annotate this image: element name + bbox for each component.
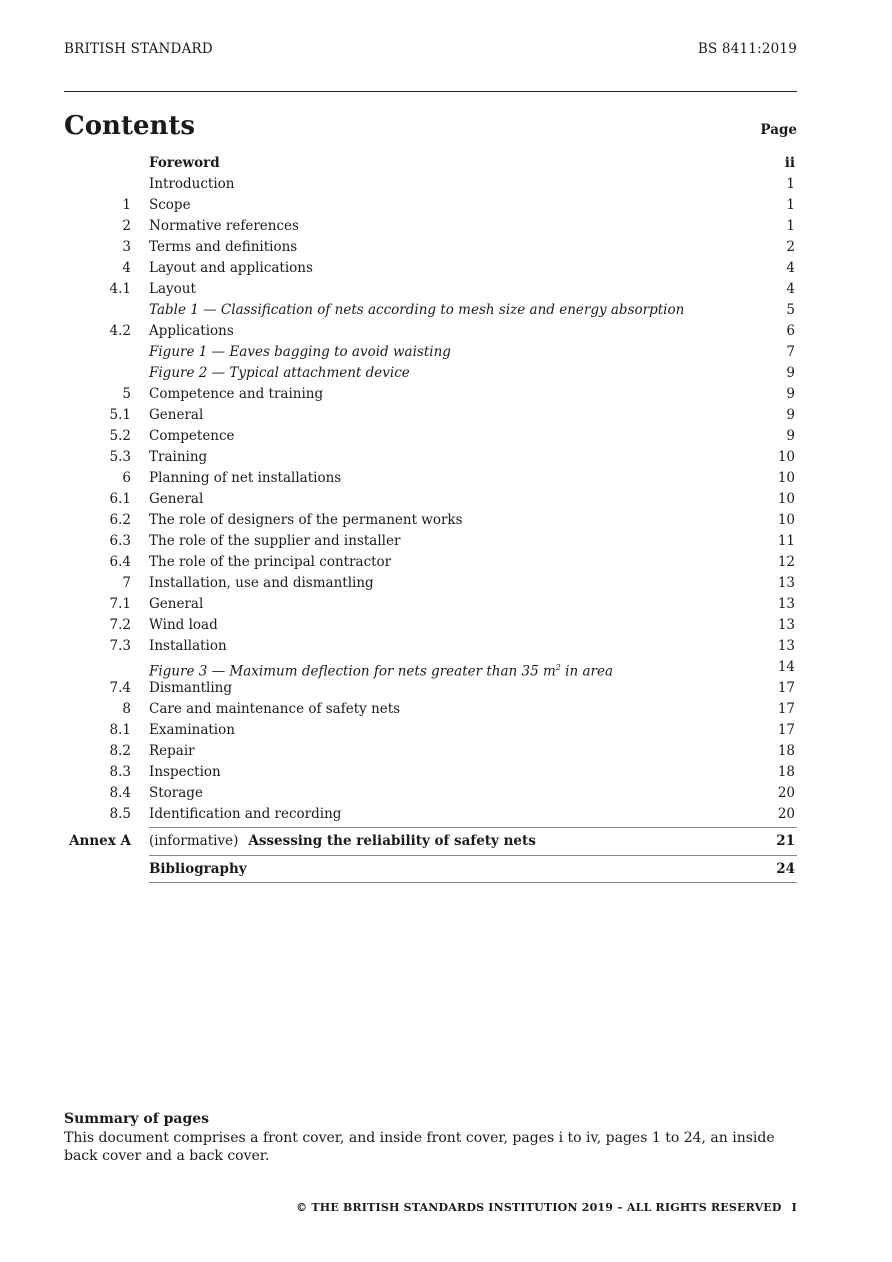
toc-entry-page: 4 [786, 281, 795, 297]
table-of-contents [64, 153, 797, 883]
toc-entry-number: 8.2 [109, 743, 131, 759]
toc-entry-title: Terms and definitions [149, 239, 298, 255]
toc-entry[interactable] [64, 300, 797, 321]
footer-copyright: © THE BRITISH STANDARDS INSTITUTION 2019 – ALL RIGHTS RESERVED [296, 1201, 782, 1214]
toc-entry-title-text: Figure 3 — Maximum deflection for nets greater than 35 m [149, 663, 556, 680]
toc-entry-page: 20 [777, 785, 795, 801]
toc-entry-page: 17 [777, 722, 795, 738]
toc-entry-title: Wind load [149, 617, 218, 633]
toc-entry-title: Installation, use and dismantling [149, 575, 374, 591]
toc-entry[interactable] [64, 762, 797, 783]
header-left: BRITISH STANDARD [64, 41, 213, 57]
toc-entry-number: 6.1 [109, 491, 131, 507]
toc-entry-number: 6.3 [109, 533, 131, 549]
summary-heading: Summary of pages [64, 1111, 210, 1127]
toc-entry-page: 10 [777, 470, 795, 486]
toc-entry[interactable] [64, 405, 797, 426]
toc-entry-number: 7.4 [109, 680, 131, 696]
toc-entry-title: The role of the principal contractor [149, 554, 392, 570]
toc-entry[interactable] [64, 279, 797, 300]
toc-entry-number: 7.3 [109, 638, 131, 654]
toc-entry-title: Foreword [149, 155, 220, 171]
toc-entry[interactable] [64, 384, 797, 405]
toc-entry-number: 5 [122, 386, 131, 402]
toc-entry-title: Competence [149, 428, 235, 444]
toc-entry-title: Inspection [149, 764, 221, 780]
toc-entry-title: Figure 1 — Eaves bagging to avoid waisting [149, 344, 451, 360]
toc-annex-page: 21 [776, 833, 795, 849]
toc-entry-title: Storage [149, 785, 203, 801]
toc-entry[interactable] [64, 216, 797, 237]
toc-annex-number: Annex A [69, 833, 131, 849]
toc-entry[interactable] [64, 510, 797, 531]
toc-entry[interactable] [64, 363, 797, 384]
toc-entry[interactable] [64, 237, 797, 258]
summary-text: This document comprises a front cover, and inside front cover, pages i to iv, pages 1 to 24, an inside back cover and a back cover. [64, 1130, 775, 1164]
toc-entry-page: 13 [777, 638, 795, 654]
toc-entry-page: 6 [786, 323, 795, 339]
footer-page-number: I [791, 1201, 797, 1214]
toc-entry[interactable] [64, 552, 797, 573]
toc-bibliography-page: 24 [776, 861, 795, 877]
toc-entry-page: 10 [777, 449, 795, 465]
toc-entry-page: 4 [786, 260, 795, 276]
toc-entry-page: 20 [777, 806, 795, 822]
toc-entry-title: Repair [149, 743, 195, 759]
toc-entry-number: 7.1 [109, 596, 131, 612]
toc-entry-number: 5.2 [109, 428, 131, 444]
toc-entry-title: Training [149, 449, 208, 465]
toc-entry-title-suffix: in area [560, 663, 614, 680]
toc-entry-superscript: 2 [555, 663, 561, 672]
toc-entry-number: 8.5 [109, 806, 131, 822]
toc-entry-page: 9 [786, 407, 795, 423]
toc-entry[interactable] [64, 783, 797, 804]
toc-entry-title: Care and maintenance of safety nets [149, 701, 401, 717]
toc-entry-number: 8.3 [109, 764, 131, 780]
toc-annex-title: Assessing the reliability of safety nets [248, 833, 536, 849]
toc-entry-page: 13 [777, 575, 795, 591]
toc-annex-title-wrap [149, 827, 757, 855]
toc-entry-title: Normative references [149, 218, 299, 234]
toc-entry[interactable] [64, 573, 797, 594]
toc-entry-number: 6 [122, 470, 131, 486]
toc-entry-title: General [149, 407, 204, 423]
toc-entry-page: 17 [777, 701, 795, 717]
toc-entry-title: Introduction [149, 176, 235, 192]
toc-entry-page: 9 [786, 428, 795, 444]
toc-entry[interactable] [64, 468, 797, 489]
page-column-heading: Page [760, 122, 797, 138]
toc-entry-page: 12 [777, 554, 795, 570]
toc-entry[interactable] [64, 153, 797, 174]
toc-entry-number: 4 [122, 260, 131, 276]
toc-entry-number: 8 [122, 701, 131, 717]
toc-entry-number: 8.4 [109, 785, 131, 801]
toc-entry-page: 14 [777, 659, 795, 675]
toc-entry-title: Examination [149, 722, 235, 738]
toc-entry[interactable] [64, 489, 797, 510]
toc-entry-page: 1 [786, 218, 795, 234]
toc-entry-number: 5.1 [109, 407, 131, 423]
toc-entry-number: 5.3 [109, 449, 131, 465]
toc-entry-number: 6.4 [109, 554, 131, 570]
toc-entry-title: Planning of net installations [149, 470, 342, 486]
toc-entry[interactable] [64, 804, 797, 825]
header-rule [64, 91, 797, 92]
toc-entry-title: The role of designers of the permanent works [149, 512, 463, 528]
toc-entry[interactable] [64, 657, 797, 678]
toc-entry-page: 18 [777, 743, 795, 759]
toc-entry[interactable] [64, 447, 797, 468]
toc-entry-number: 4.2 [109, 323, 131, 339]
toc-entry-number: 4.1 [109, 281, 131, 297]
toc-entry-page: 13 [777, 596, 795, 612]
contents-title: Contents [64, 111, 196, 141]
toc-entry-page: 17 [777, 680, 795, 696]
toc-entry-page: 2 [786, 239, 795, 255]
toc-entry-title: Installation [149, 638, 227, 654]
toc-entry-page: ii [784, 155, 795, 171]
toc-entry[interactable] [64, 741, 797, 762]
toc-entry-number: 8.1 [109, 722, 131, 738]
toc-entry-title: General [149, 596, 204, 612]
toc-entry-title: Layout [149, 281, 196, 297]
toc-entry[interactable] [64, 174, 797, 195]
toc-entry-title: Table 1 — Classification of nets according to mesh size and energy absorption [149, 302, 685, 318]
toc-entry-page: 7 [786, 344, 795, 360]
toc-entry[interactable] [64, 594, 797, 615]
toc-entry[interactable] [64, 720, 797, 741]
footer [296, 1201, 797, 1214]
toc-bibliography-row[interactable] [64, 855, 797, 883]
toc-entry-page: 1 [786, 197, 795, 213]
toc-annex-label: (informative) [149, 833, 239, 849]
toc-bibliography-title: Bibliography [149, 861, 247, 877]
toc-annex-row[interactable] [64, 827, 797, 855]
toc-entry-page: 9 [786, 365, 795, 381]
toc-entry[interactable] [64, 678, 797, 699]
toc-entry-number: 6.2 [109, 512, 131, 528]
toc-entry[interactable] [64, 636, 797, 657]
toc-entry-number: 3 [122, 239, 131, 255]
toc-entry-number: 2 [122, 218, 131, 234]
toc-entry-title: Scope [149, 197, 191, 213]
toc-entry-page: 13 [777, 617, 795, 633]
header-right: BS 8411:2019 [697, 41, 797, 57]
toc-entry-number: 1 [122, 197, 131, 213]
toc-entry-title: Identification and recording [149, 806, 342, 822]
toc-entry[interactable] [64, 342, 797, 363]
toc-entry-page: 9 [786, 386, 795, 402]
toc-entry-page: 1 [786, 176, 795, 192]
toc-entry[interactable] [64, 426, 797, 447]
toc-entry[interactable] [64, 258, 797, 279]
toc-entry-page: 5 [786, 302, 795, 318]
toc-entry-page: 11 [777, 533, 795, 549]
toc-entry-page: 18 [777, 764, 795, 780]
toc-entry-title: Figure 2 — Typical attachment device [149, 365, 410, 381]
toc-entry[interactable] [64, 195, 797, 216]
toc-entry[interactable] [64, 321, 797, 342]
toc-entry-page: 10 [777, 491, 795, 507]
toc-entry-title: Dismantling [149, 680, 233, 696]
toc-entry[interactable] [64, 615, 797, 636]
toc-entry-title: Competence and training [149, 386, 324, 402]
toc-entry-title: The role of the supplier and installer [149, 533, 401, 549]
toc-entry-title: Applications [149, 323, 234, 339]
toc-entry-page: 10 [777, 512, 795, 528]
toc-entry[interactable] [64, 699, 797, 720]
toc-entry[interactable] [64, 531, 797, 552]
toc-entry-title: General [149, 491, 204, 507]
toc-entry-number: 7 [122, 575, 131, 591]
toc-entry-number: 7.2 [109, 617, 131, 633]
toc-entry-title: Layout and applications [149, 260, 313, 276]
